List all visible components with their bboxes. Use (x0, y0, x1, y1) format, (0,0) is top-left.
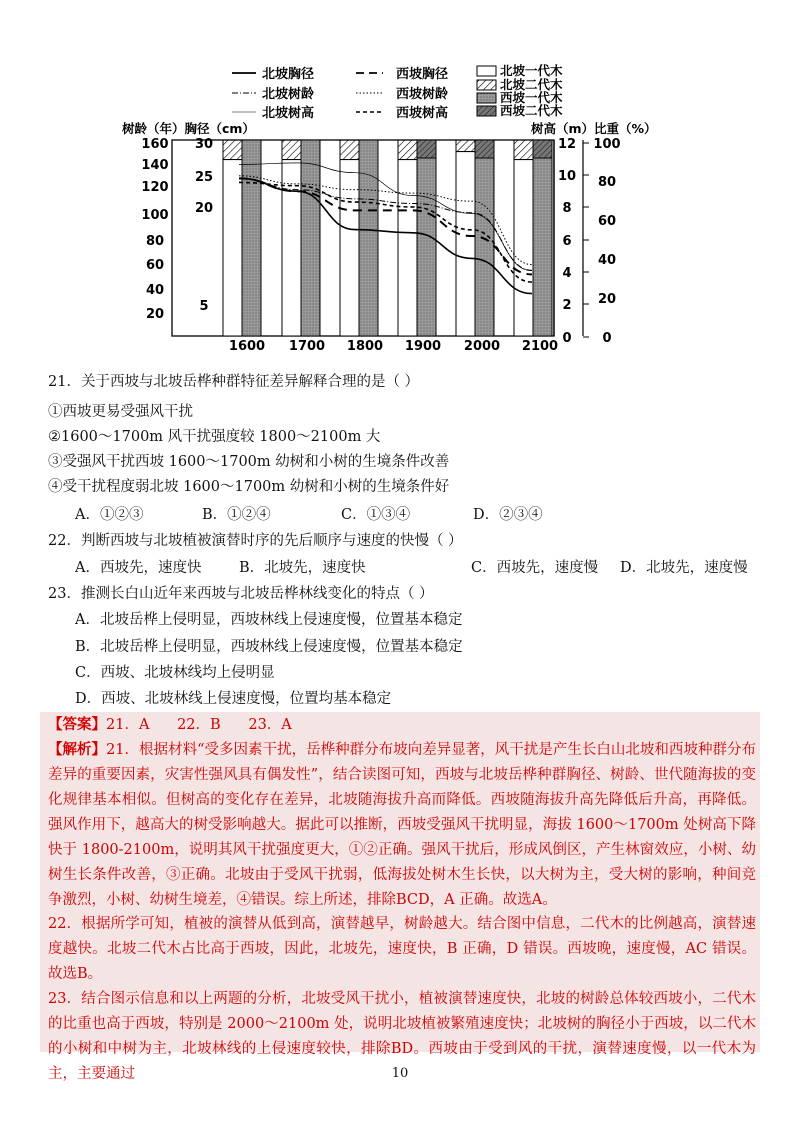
bar-west-gen2 (359, 140, 378, 336)
tick-altitude: 2000 (463, 339, 501, 354)
legend-north-dbh: 北坡胸径 (262, 67, 315, 82)
bar-west-gen2 (417, 158, 436, 336)
tick-percent: 60 (597, 214, 617, 229)
q23-stem: 23．推测长白山近年来西坡与北坡岳桦林线变化的特点（ ） (48, 586, 434, 602)
bar-north-gen2 (282, 140, 301, 160)
tick-dbh: 25 (194, 170, 214, 185)
answer-text: 21．A 22．B 23．A (106, 717, 292, 733)
q21-options (75, 505, 543, 525)
tick-percent: 80 (597, 175, 617, 190)
legend-north-gen1: 北坡一代木 (500, 63, 563, 78)
q23-option-d: D．西坡、北坡林线上侵速度慢，位置均基本稳定 (75, 691, 392, 707)
tick-age: 20 (145, 307, 165, 322)
q23-option-c: C．西坡、北坡林线均上侵明显 (75, 665, 275, 681)
tick-age: 60 (145, 258, 165, 273)
tick-age: 80 (145, 234, 165, 249)
tick-altitude: 2100 (521, 339, 559, 354)
tick-height: 8 (562, 201, 572, 216)
bar-north-gen1 (398, 160, 417, 336)
tick-height: 6 (562, 234, 572, 249)
bar-north-gen2 (456, 140, 475, 152)
q23-option-b: B．北坡岳桦上侵明显，西坡林线上侵速度慢，位置基本稳定 (75, 639, 463, 655)
answer-line (48, 712, 756, 738)
altitude-chart (120, 60, 690, 358)
q21-item-1: ①西坡更易受强风干扰 (48, 404, 193, 420)
legend-west-gen2: 西坡二代木 (500, 103, 563, 118)
legend-north-age: 北坡树龄 (262, 87, 315, 102)
analysis-23: 23．结合图示信息和以上两题的分析，北坡受风干扰小，植被演替速度快，北坡的树龄总体较西坡小，二代木的比重也高于西坡，特别是 2000～2100m 处，说明北坡植被繁殖速度快；北坡树的胸径小于西坡，以二代木的小树和中树为主，北坡林线的上侵速度较快，排除BD。西坡由于受到风的干扰，演替速度慢，以一代木为主，主要通过 (48, 991, 756, 1082)
tick-height: 4 (562, 266, 572, 281)
q22-options (75, 558, 748, 578)
analysis-21-text: 21．根据材料“受多因素干扰，岳桦种群分布坡向差异显著，风干扰是产生长白山北坡和西坡种群分布差异的重要因素，灾害性强风具有偶发性”，结合读图可知，西坡与北坡岳桦种群胸径、树龄、世代随海拔的变化规律基本相似。但树高的变化存在差异，北坡随海拔升高而降低。西坡随海拔升高先降低后升高，再降低。强风作用下，越高大的树受影响越大。据此可以推断，西坡受强风干扰明显，海拔 1600～1700m 处树高下降快于 1800-2100m，说明其风干扰强度更大，①②正确。强风干扰后，形成风倒区，产生林窗效应，小树、幼树生长条件改善，③正确。北坡由于受风干扰弱，低海拔处树木生长快，以大树为主，受大树的影响，种间竞争激烈，小树、幼树生境差，④错误。综上所述，排除BCD，A 正确。故选A。 (48, 742, 756, 908)
q21-option-b: B．①②④ (202, 507, 271, 523)
generation-bars (223, 140, 552, 336)
bar-north-gen2 (398, 140, 417, 160)
answer-tag: 【答案】 (48, 716, 106, 733)
bar-north-gen1 (514, 160, 533, 336)
legend-west-gen1: 西坡一代木 (500, 90, 563, 105)
bar-north-gen1 (456, 152, 475, 336)
tick-dbh: 5 (199, 299, 209, 314)
legend-west-age: 西坡树龄 (396, 87, 449, 102)
analysis-22: 22．根据所学可知，植被的演替从低到高，演替越早，树龄越大。结合图中信息，二代木的比例越高，演替速度越快。北坡二代木占比高于西坡，因此，北坡先，速度快，B 正确，D 错误。西坡晚，速度慢，AC 错误。故选B。 (48, 916, 756, 982)
bar-north-gen1 (340, 160, 359, 336)
tick-percent: 100 (593, 137, 621, 152)
analysis-tag: 【解析】 (48, 741, 107, 758)
bar-west-gen2-top (475, 140, 494, 158)
q22-option-c: C．西坡先，速度慢 (471, 560, 599, 576)
bar-west-gen2 (301, 140, 320, 336)
tick-height: 10 (557, 169, 577, 184)
bar-west-gen2 (242, 140, 261, 336)
tick-percent: 20 (597, 292, 617, 307)
tick-height: 0 (562, 331, 572, 346)
q22-stem: 22．判断西坡与北坡植被演替时序的先后顺序与速度的快慢（ ） (48, 533, 463, 549)
tick-altitude: 1800 (346, 339, 384, 354)
tick-age: 160 (141, 137, 169, 152)
tick-dbh: 20 (194, 201, 214, 216)
q21-item-2: ②1600～1700m 风干扰强度较 1800～2100m 大 (48, 429, 381, 445)
q22-option-d: D．北坡先，速度慢 (620, 560, 748, 576)
q22-option-b: B．北坡先，速度快 (239, 560, 366, 576)
tick-age: 100 (141, 208, 169, 223)
analysis-21 (48, 737, 756, 913)
tick-height: 2 (562, 298, 572, 313)
q23-option-a: A．北坡岳桦上侵明显，西坡林线上侵速度慢，位置基本稳定 (75, 612, 463, 628)
tick-height: 12 (557, 137, 577, 152)
q21-stem: 21．关于西坡与北坡岳桦种群特征差异解释合理的是（ ） (48, 374, 420, 390)
tick-percent: 0 (602, 331, 612, 346)
bar-west-gen2-top (533, 140, 552, 158)
q22-option-a: A．西坡先，速度快 (75, 560, 202, 576)
bar-west-gen2 (533, 158, 552, 336)
bar-west-gen2 (475, 158, 494, 336)
left-axis-title: 树龄（年）胸径（cm） (122, 121, 255, 136)
right-axis-title: 树高（m）比重（%） (531, 121, 657, 136)
tick-altitude: 1700 (288, 339, 326, 354)
bar-north-gen2 (223, 140, 242, 160)
q21-item-4: ④受干扰程度弱北坡 1600～1700m 幼树和小树的生境条件好 (48, 479, 450, 495)
tick-altitude: 1900 (404, 339, 442, 354)
tick-percent: 40 (597, 253, 617, 268)
legend-north-height: 北坡树高 (262, 106, 315, 121)
q21-item-3: ③受强风干扰西坡 1600～1700m 幼树和小树的生境条件改善 (48, 454, 450, 470)
bar-north-gen2 (340, 140, 359, 160)
page-number: 10 (391, 1066, 409, 1081)
tick-age: 140 (141, 158, 169, 173)
legend-west-height: 西坡树高 (396, 106, 449, 121)
bar-north-gen1 (223, 160, 242, 336)
legend-north-gen2: 北坡二代木 (500, 77, 563, 92)
tick-altitude: 1600 (228, 339, 266, 354)
chart-legend (232, 63, 563, 121)
tick-dbh: 30 (194, 137, 214, 152)
tick-age: 120 (141, 180, 169, 195)
q21-option-c: C．①③④ (341, 507, 411, 523)
bar-west-gen2-top (417, 140, 436, 158)
q21-option-d: D．②③④ (473, 507, 543, 523)
tick-age: 40 (145, 283, 165, 298)
bar-north-gen2 (514, 140, 533, 160)
legend-west-dbh: 西坡胸径 (396, 67, 449, 82)
q21-option-a: A．①②③ (75, 507, 144, 523)
